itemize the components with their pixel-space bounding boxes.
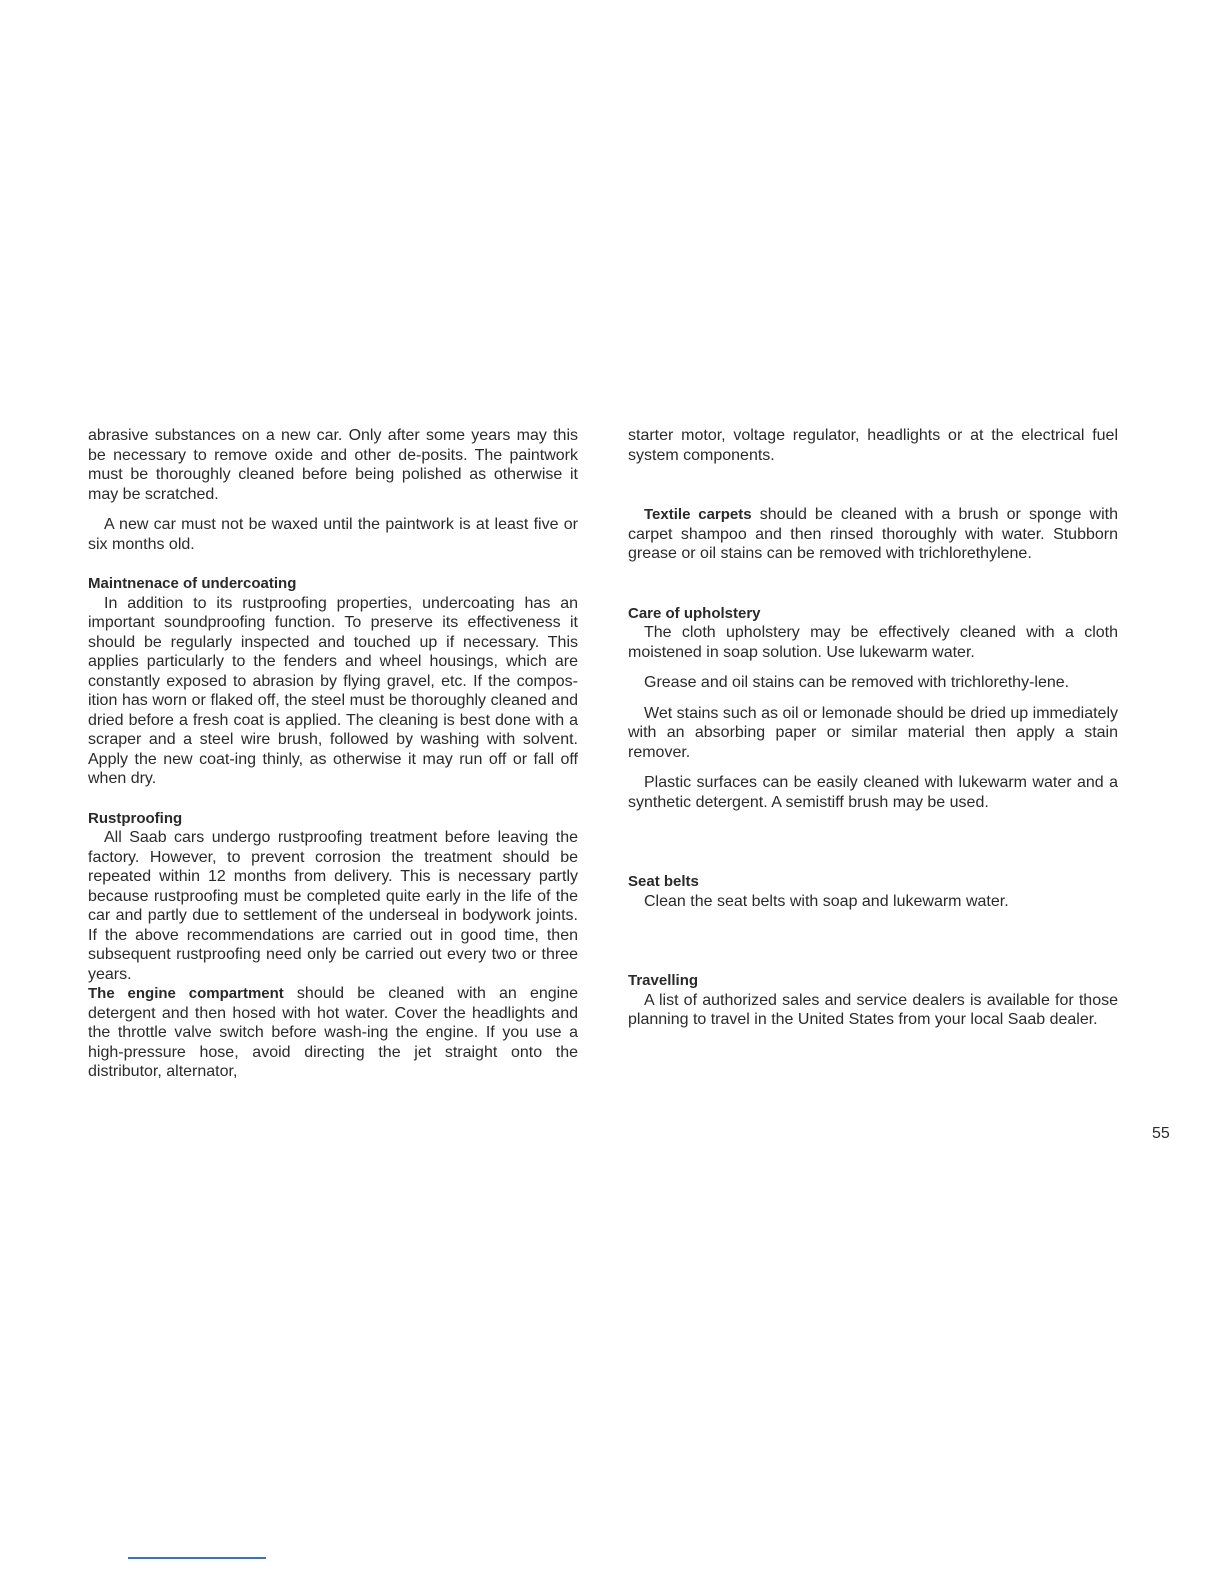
- engine-text: should be cleaned with an engine detergent and then hosed with hot water. Cover the headlights and the throttle valve switch before wash-ing the engine. If you use a high-pressure hose, avoid directing the jet straight onto the distributor, alternator,: [88, 985, 578, 1080]
- seatbelts-heading: Seat belts: [628, 873, 699, 890]
- page-number: 55: [1152, 1125, 1170, 1142]
- carpets-text: should be cleaned with a brush or sponge with carpet shampoo and then rinsed thoroughly with water. Stubborn grease or oil stains can be removed with trichlorethylene.: [628, 506, 1118, 562]
- travelling-paragraph: A list of authorized sales and service dealers is available for those planning to travel in the United States from your local Saab dealer.: [628, 991, 1118, 1028]
- upholstery-paragraph-2: Grease and oil stains can be removed with trichlorethy-lene.: [644, 674, 1070, 691]
- upholstery-paragraph-1: The cloth upholstery may be effectively cleaned with a cloth moistened in soap solution. Use lukewarm water.: [628, 624, 1118, 661]
- upholstery-paragraph-4: Plastic surfaces can be easily cleaned with lukewarm water and a synthetic detergent. A semistiff brush may be used.: [628, 774, 1118, 811]
- engine-lead: The engine compartment: [88, 985, 284, 1002]
- intro-paragraph: abrasive substances on a new car. Only after some years may this be necessary to remove oxide and other de-posits. The paintwork must be thoroughly cleaned before being polished as otherwise it may be scratched.: [88, 427, 578, 503]
- upholstery-paragraph-3: Wet stains such as oil or lemonade should be dried up immediately with an absorbing paper or similar material then apply a stain remover.: [628, 704, 1118, 761]
- undercoating-paragraph: In addition to its rustproofing properties, undercoating has an important soundproofing function. To preserve its effectiveness it should be regularly inspected and touched up if necessary. This applies particularly to the fenders and wheel housings, which are constantly exposed to abrasion by flying gravel, etc. If the compos-ition has worn or flaked off, the steel must be thoroughly cleaned and dried before a fresh coat is applied. The cleaning is best done with a scraper and a steel wire brush, followed by washing with solvent. Apply the new coat-ing thinly, as otherwise it may run off or fall off when dry.: [88, 594, 578, 787]
- continuation-paragraph: starter motor, voltage regulator, headlights or at the electrical fuel system components.: [628, 427, 1118, 464]
- engine-paragraph: [88, 984, 578, 1082]
- footnote-rule: [128, 1557, 266, 1559]
- wax-paragraph: A new car must not be waxed until the paintwork is at least five or six months old.: [88, 516, 578, 553]
- left-column: [88, 426, 578, 1082]
- rustproofing-heading: Rustproofing: [88, 809, 183, 827]
- carpets-paragraph: [628, 505, 1118, 564]
- carpets-lead: Textile carpets: [644, 506, 752, 523]
- travelling-heading: Travelling: [628, 972, 699, 989]
- seatbelts-paragraph: Clean the seat belts with soap and lukewarm water.: [644, 892, 1009, 910]
- rustproofing-paragraph: All Saab cars undergo rustproofing treatment before leaving the factory. However, to prevent corrosion the treatment should be repeated within 12 months from delivery. This is necessary partly because rustproofing must be completed quite early in the life of the car and partly due to settlement of the underseal in bodywork joints. If the above recommendations are carried out in good time, then subsequent rustproofing need only be carried out every two or three years.: [88, 829, 578, 983]
- undercoating-heading: Maintnenace of undercoating: [88, 575, 297, 592]
- right-column: [628, 426, 1118, 1030]
- upholstery-heading: Care of upholstery: [628, 604, 761, 622]
